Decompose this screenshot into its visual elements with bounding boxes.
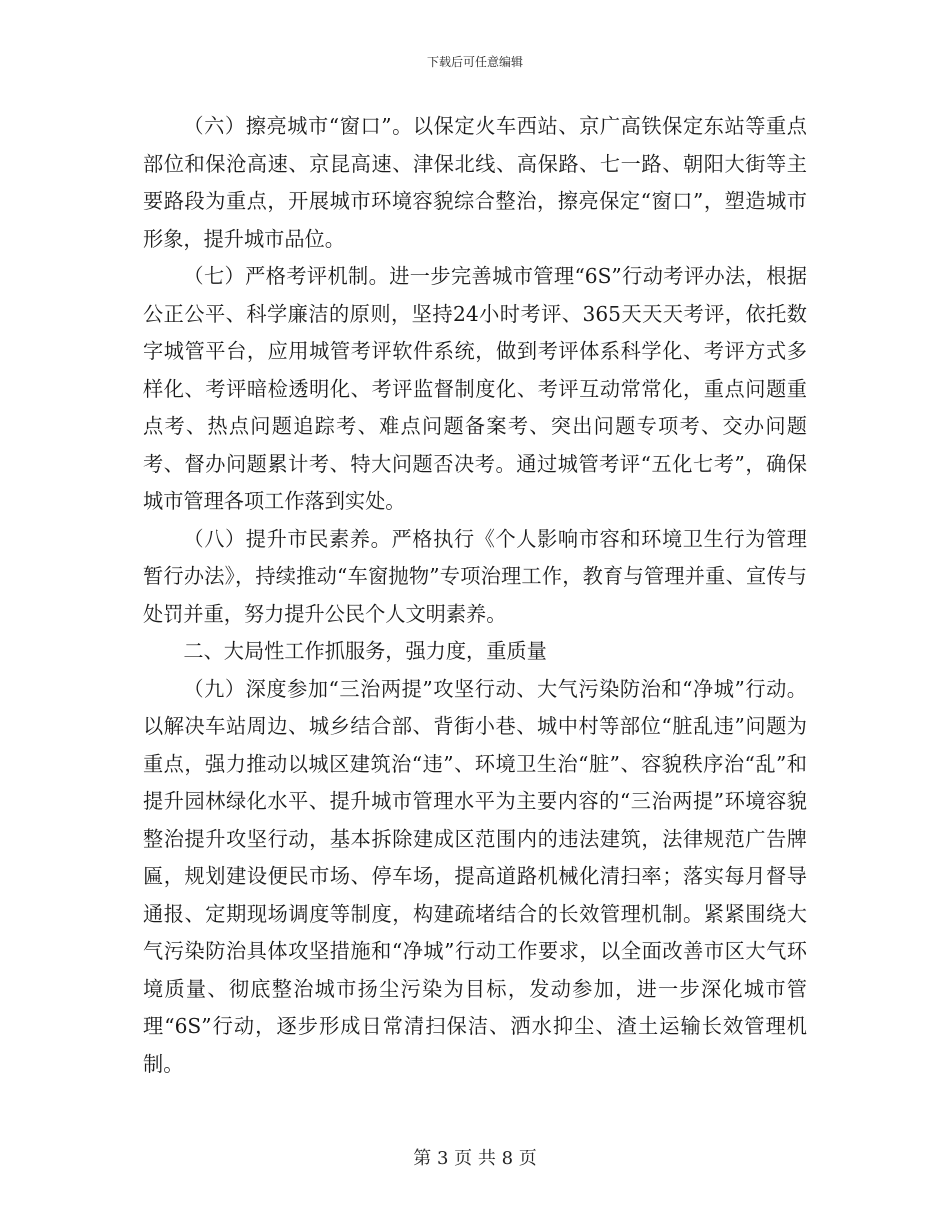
paragraph-8: （八）提升市民素养。严格执行《个人影响市容和环境卫生行为管理暂行办法》，持续推动“车窗抛物”专项治理工作，教育与管理并重、宣传与处罚并重，努力提升公民个人文明素养。 bbox=[143, 526, 807, 626]
paragraph-6: （六）擦亮城市“窗口”。以保定火车西站、京广高铁保定东站等重点部位和保沧高速、京昆高速、津保北线、高保路、七一路、朝阳大街等主要路段为重点，开展城市环境容貌综合整治，擦亮保定“窗口”，塑造城市形象，提升城市品位。 bbox=[143, 114, 807, 251]
paragraph-9: （九）深度参加“三治两提”攻坚行动、大气污染防治和“净城”行动。以解决车站周边、城乡结合部、背街小巷、城中村等部位“脏乱违”问题为重点，强力推动以城区建筑治“违”、环境卫生治“脏”、容貌秩序治“乱”和提升园林绿化水平、提升城市管理水平为主要内容的“三治两提”环境容貌整治提升攻坚行动，基本拆除建成区范围内的违法建筑，法律规范广告牌匾，规划建设便民市场、停车场，提高道路机械化清扫率；落实每月督导通报、定期现场调度等制度，构建疏堵结合的长效管理机制。紧紧围绕大气污染防治具体攻坚措施和“净城”行动工作要求，以全面改善市区大气环境质量、彻底整治城市扬尘污染为目标，发动参加，进一步深化城市管理“6S”行动，逐步形成日常清扫保洁、洒水抑尘、渣土运输长效管理机制。 bbox=[143, 676, 807, 1076]
document-body bbox=[143, 108, 807, 1083]
paragraph-7: （七）严格考评机制。进一步完善城市管理“6S”行动考评办法，根据公正公平、科学廉洁的原则，坚持24小时考评、365天天天考评，依托数字城管平台，应用城管考评软件系统，做到考评体系科学化、考评方式多样化、考评暗检透明化、考评监督制度化、考评互动常常化，重点问题重点考、热点问题追踪考、难点问题备案考、突出问题专项考、交办问题考、督办问题累计考、特大问题否决考。通过城管考评“五化七考”，确保城市管理各项工作落到实处。 bbox=[143, 264, 807, 513]
page-header-note: 下载后可任意编辑 bbox=[426, 55, 523, 69]
section-heading-2: 二、大局性工作抓服务，强力度，重质量 bbox=[183, 639, 547, 663]
page-number: 第 3 页 共 8 页 bbox=[413, 1148, 537, 1169]
